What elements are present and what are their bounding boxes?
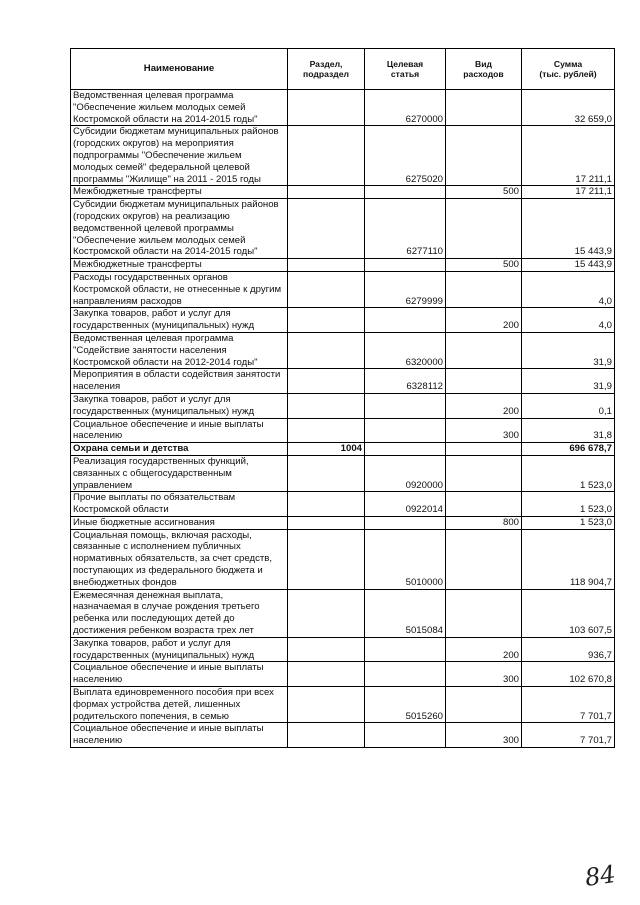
- cell-name: Иные бюджетные ассигнования: [71, 516, 288, 529]
- cell-target: 6320000: [365, 332, 446, 368]
- cell-section: [288, 662, 365, 687]
- cell-target: [365, 723, 446, 748]
- cell-name: Мероприятия в области содействия занятости населения: [71, 369, 288, 394]
- cell-target: [365, 308, 446, 333]
- header-name: Наименование: [71, 49, 288, 90]
- header-sum: [522, 49, 615, 90]
- cell-name: Социальная помощь, включая расходы, связанные с исполнением публичных нормативных обязательств, за счет средств, поступающих из федерального бюджета и внебюджетных фондов: [71, 529, 288, 589]
- cell-name: Расходы государственных органов Костромской области, не отнесенные к другим направлениям расходов: [71, 271, 288, 307]
- cell-kind: [446, 443, 522, 456]
- cell-kind: [446, 529, 522, 589]
- table-row: [71, 589, 615, 637]
- cell-section: [288, 687, 365, 723]
- cell-sum: 1 523,0: [522, 492, 615, 517]
- cell-name: Охрана семьи и детства: [71, 443, 288, 456]
- table-body: [71, 90, 615, 748]
- cell-section: [288, 516, 365, 529]
- cell-target: [365, 637, 446, 662]
- cell-target: [365, 443, 446, 456]
- cell-kind: [446, 126, 522, 186]
- cell-sum: 32 659,0: [522, 90, 615, 126]
- cell-sum: 15 443,9: [522, 199, 615, 259]
- table-row: [71, 393, 615, 418]
- cell-target: 5010000: [365, 529, 446, 589]
- cell-section: [288, 332, 365, 368]
- table-row: [71, 687, 615, 723]
- cell-name: Ведомственная целевая программа "Обеспечение жильем молодых семей Костромской области на 2014-2015 годы": [71, 90, 288, 126]
- cell-section: [288, 455, 365, 491]
- table-row: [71, 308, 615, 333]
- cell-target: 5015084: [365, 589, 446, 637]
- table-row: [71, 516, 615, 529]
- cell-kind: 300: [446, 723, 522, 748]
- cell-kind: 200: [446, 393, 522, 418]
- cell-target: 6328112: [365, 369, 446, 394]
- table-row: [71, 418, 615, 443]
- cell-kind: 500: [446, 186, 522, 199]
- table-row: [71, 492, 615, 517]
- cell-section: [288, 589, 365, 637]
- cell-sum: 0,1: [522, 393, 615, 418]
- cell-sum: 31,9: [522, 332, 615, 368]
- cell-section: [288, 259, 365, 272]
- cell-section: [288, 308, 365, 333]
- cell-kind: [446, 687, 522, 723]
- cell-sum: 31,9: [522, 369, 615, 394]
- cell-sum: 4,0: [522, 271, 615, 307]
- budget-table: [70, 48, 615, 748]
- cell-kind: [446, 90, 522, 126]
- cell-section: 1004: [288, 443, 365, 456]
- cell-kind: [446, 332, 522, 368]
- table-row: [71, 443, 615, 456]
- cell-sum: 696 678,7: [522, 443, 615, 456]
- table-row: [71, 662, 615, 687]
- cell-kind: 500: [446, 259, 522, 272]
- cell-target: [365, 418, 446, 443]
- cell-section: [288, 393, 365, 418]
- cell-sum: 1 523,0: [522, 455, 615, 491]
- cell-section: [288, 529, 365, 589]
- cell-name: Межбюджетные трансферты: [71, 186, 288, 199]
- header-target: [365, 49, 446, 90]
- cell-section: [288, 186, 365, 199]
- cell-section: [288, 369, 365, 394]
- table-row: [71, 90, 615, 126]
- table-row: [71, 259, 615, 272]
- cell-section: [288, 199, 365, 259]
- cell-sum: 17 211,1: [522, 126, 615, 186]
- cell-target: [365, 516, 446, 529]
- cell-name: Социальное обеспечение и иные выплаты населению: [71, 723, 288, 748]
- table-row: [71, 455, 615, 491]
- cell-kind: [446, 369, 522, 394]
- table-row: [71, 332, 615, 368]
- cell-sum: 31,8: [522, 418, 615, 443]
- cell-sum: 7 701,7: [522, 723, 615, 748]
- cell-kind: 300: [446, 418, 522, 443]
- cell-name: Закупка товаров, работ и услуг для государственных (муниципальных) нужд: [71, 308, 288, 333]
- cell-sum: 103 607,5: [522, 589, 615, 637]
- table-row: [71, 186, 615, 199]
- cell-target: 6270000: [365, 90, 446, 126]
- cell-name: Закупка товаров, работ и услуг для государственных (муниципальных) нужд: [71, 393, 288, 418]
- table-row: [71, 271, 615, 307]
- cell-kind: [446, 271, 522, 307]
- table-header: [71, 49, 615, 90]
- cell-name: Социальное обеспечение и иные выплаты населению: [71, 662, 288, 687]
- header-section-text: Раздел, подраздел: [303, 58, 349, 79]
- table-row: [71, 637, 615, 662]
- cell-section: [288, 418, 365, 443]
- cell-section: [288, 637, 365, 662]
- cell-target: 0922014: [365, 492, 446, 517]
- table-row: [71, 199, 615, 259]
- header-target-text: Целевая статья: [386, 58, 424, 79]
- cell-name: Реализация государственных функций, связанных с общегосударственным управлением: [71, 455, 288, 491]
- cell-sum: 102 670,8: [522, 662, 615, 687]
- cell-name: Ведомственная целевая программа "Содействие занятости населения Костромской области на 2012-2014 годы": [71, 332, 288, 368]
- cell-target: 0920000: [365, 455, 446, 491]
- cell-target: [365, 259, 446, 272]
- cell-name: Социальное обеспечение и иные выплаты населению: [71, 418, 288, 443]
- cell-kind: 200: [446, 637, 522, 662]
- header-kind: [446, 49, 522, 90]
- cell-sum: 17 211,1: [522, 186, 615, 199]
- cell-section: [288, 492, 365, 517]
- header-row: [71, 49, 615, 90]
- cell-kind: [446, 199, 522, 259]
- cell-section: [288, 126, 365, 186]
- cell-target: 6279999: [365, 271, 446, 307]
- cell-name: Субсидии бюджетам муниципальных районов (городских округов) на мероприятия подпрограммы "Обеспечение жильем молодых семей" федеральной целевой программы "Жилище" на 2011 - 2015 годы: [71, 126, 288, 186]
- cell-kind: [446, 492, 522, 517]
- header-kind-text: Вид расходов: [463, 58, 504, 79]
- header-section: [288, 49, 365, 90]
- cell-name: Ежемесячная денежная выплата, назначаемая в случае рождения третьего ребенка или последующих детей до достижения ребенком возраста трех лет: [71, 589, 288, 637]
- cell-sum: 4,0: [522, 308, 615, 333]
- cell-name: Межбюджетные трансферты: [71, 259, 288, 272]
- cell-kind: [446, 455, 522, 491]
- cell-section: [288, 723, 365, 748]
- cell-target: 5015260: [365, 687, 446, 723]
- cell-section: [288, 271, 365, 307]
- page-number: 84: [583, 860, 618, 892]
- cell-kind: [446, 589, 522, 637]
- cell-target: [365, 662, 446, 687]
- cell-kind: 200: [446, 308, 522, 333]
- table-row: [71, 529, 615, 589]
- cell-target: [365, 393, 446, 418]
- cell-sum: 936,7: [522, 637, 615, 662]
- cell-name: Выплата единовременного пособия при всех формах устройства детей, лишенных родительского попечения, в семью: [71, 687, 288, 723]
- cell-target: 6277110: [365, 199, 446, 259]
- cell-name: Субсидии бюджетам муниципальных районов (городских округов) на реализацию ведомственной целевой программы "Обеспечение жильем молодых семей Костромской области на 2014-2015 годы": [71, 199, 288, 259]
- table-row: [71, 126, 615, 186]
- cell-sum: 118 904,7: [522, 529, 615, 589]
- table-row: [71, 369, 615, 394]
- cell-sum: 1 523,0: [522, 516, 615, 529]
- cell-sum: 7 701,7: [522, 687, 615, 723]
- cell-target: 6275020: [365, 126, 446, 186]
- header-sum-text: Сумма (тыс. рублей): [539, 58, 597, 79]
- cell-name: Закупка товаров, работ и услуг для государственных (муниципальных) нужд: [71, 637, 288, 662]
- cell-section: [288, 90, 365, 126]
- cell-kind: 800: [446, 516, 522, 529]
- cell-sum: 15 443,9: [522, 259, 615, 272]
- table-row: [71, 723, 615, 748]
- cell-kind: 300: [446, 662, 522, 687]
- cell-target: [365, 186, 446, 199]
- cell-name: Прочие выплаты по обязательствам Костромской области: [71, 492, 288, 517]
